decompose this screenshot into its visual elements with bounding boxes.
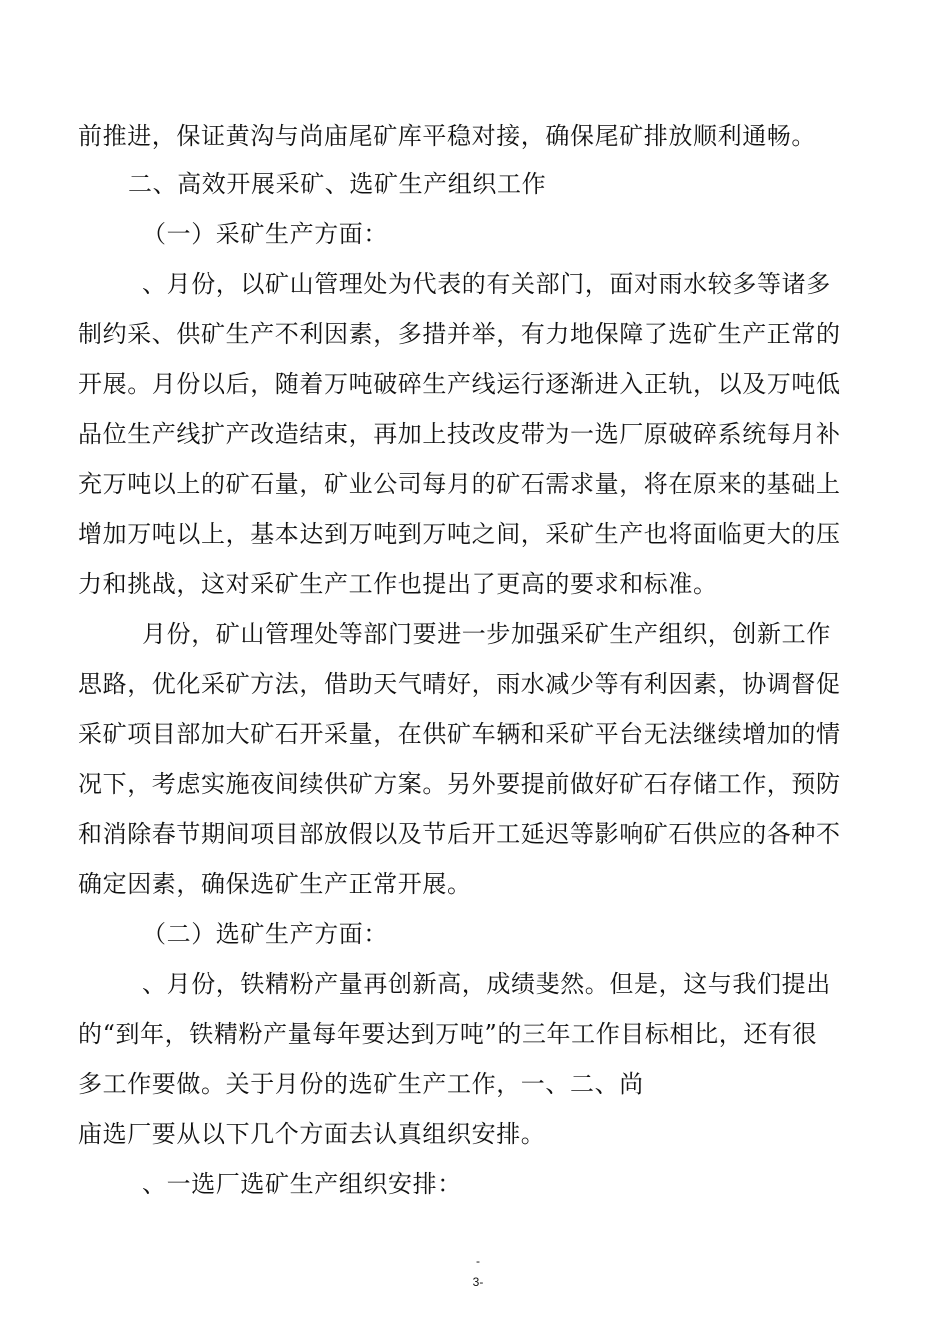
body-text-line: 采矿项目部加大矿石开采量，在供矿车辆和采矿平台无法继续增加的情 bbox=[78, 720, 841, 748]
body-text-line: 力和挑战，这对采矿生产工作也提出了更高的要求和标准。 bbox=[78, 570, 718, 598]
body-text-line: 况下，考虑实施夜间续供矿方案。另外要提前做好矿石存储工作，预防 bbox=[78, 770, 841, 798]
body-text-line: 、月份，铁精粉产量再创新高，成绩斐然。但是，这与我们提出 bbox=[142, 970, 831, 998]
page-number: 3- bbox=[472, 1275, 484, 1289]
subsection-heading: （二）选矿生产方面： bbox=[142, 920, 388, 948]
body-text-line: 思路，优化采矿方法，借助天气晴好，雨水减少等有利因素，协调督促 bbox=[78, 670, 841, 698]
section-heading: 二、高效开展采矿、选矿生产组织工作 bbox=[128, 170, 547, 198]
body-text-line: 、一选厂选矿生产组织安排： bbox=[142, 1170, 462, 1198]
body-text-line: 品位生产线扩产改造结束，再加上技改皮带为一选厂原破碎系统每月补 bbox=[78, 420, 841, 448]
body-text-line: 的“到年，铁精粉产量每年要达到万吨”的三年工作目标相比，还有很 bbox=[78, 1020, 818, 1048]
subsection-heading: （一）采矿生产方面： bbox=[142, 220, 388, 248]
body-text-line: 庙选厂要从以下几个方面去认真组织安排。 bbox=[78, 1120, 546, 1148]
body-text-line: 月份，矿山管理处等部门要进一步加强采矿生产组织，创新工作 bbox=[142, 620, 831, 648]
body-text-line: 充万吨以上的矿石量，矿业公司每月的矿石需求量，将在原来的基础上 bbox=[78, 470, 841, 498]
body-text-line: 制约采、供矿生产不利因素，多措并举，有力地保障了选矿生产正常的 bbox=[78, 320, 841, 348]
body-text-line: 多工作要做。关于月份的选矿生产工作，一、二、尚 bbox=[78, 1070, 644, 1098]
footer-dash: - bbox=[476, 1254, 480, 1268]
body-text-line: 和消除春节期间项目部放假以及节后开工延迟等影响矿石供应的各种不 bbox=[78, 820, 841, 848]
body-text-line: 增加万吨以上，基本达到万吨到万吨之间，采矿生产也将面临更大的压 bbox=[78, 520, 841, 548]
body-text-line: 、月份，以矿山管理处为代表的有关部门，面对雨水较多等诸多 bbox=[142, 270, 831, 298]
body-text-line: 开展。月份以后，随着万吨破碎生产线运行逐渐进入正轨，以及万吨低 bbox=[78, 370, 841, 398]
body-text-line: 前推进，保证黄沟与尚庙尾矿库平稳对接，确保尾矿排放顺利通畅。 bbox=[78, 122, 816, 150]
body-text-line: 确定因素，确保选矿生产正常开展。 bbox=[78, 870, 472, 898]
